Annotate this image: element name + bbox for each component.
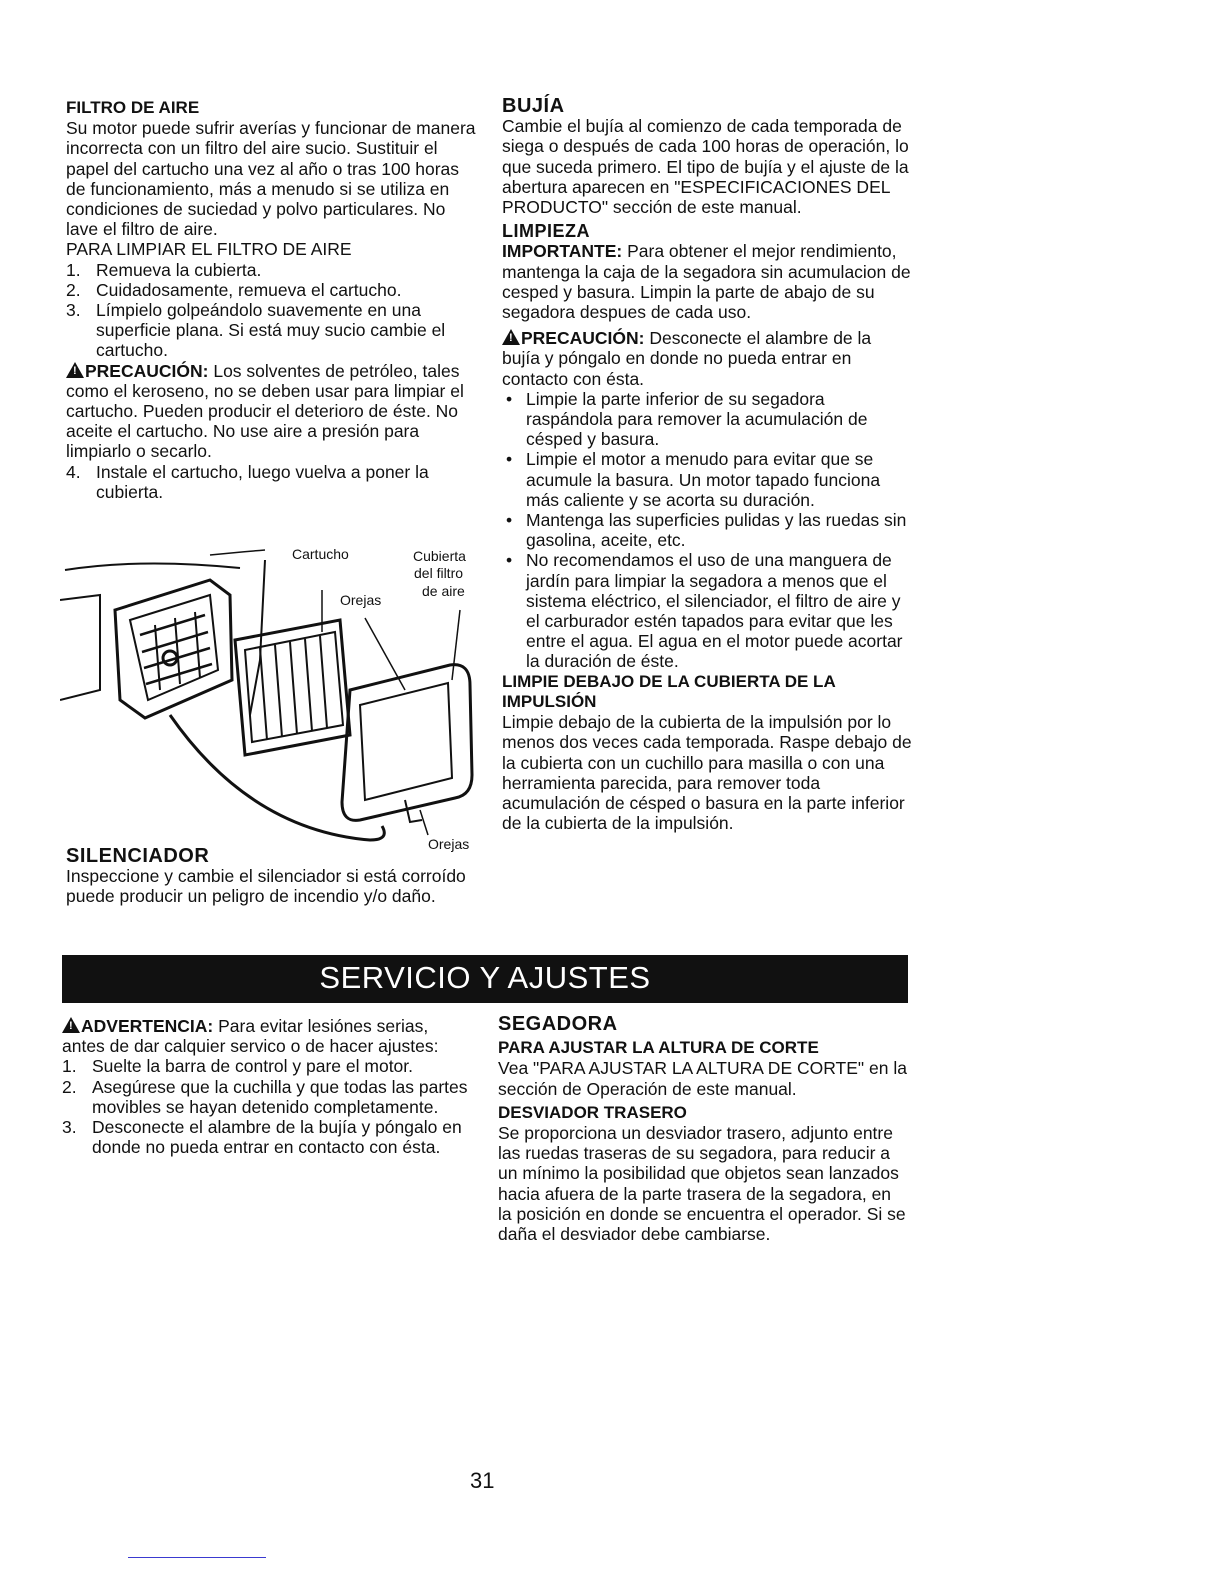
label-cubierta: Cubierta [413,548,466,564]
section-banner [62,955,908,1001]
ajustar-text: Vea "PARA AJUSTAR LA ALTURA DE CORTE" en la sección de Operación de este manual. [498,1058,907,1099]
list-item: • Limpie la parte inferior de su segadora raspándola para remover la acumulación de césped y basura. [502,389,912,450]
list-item: • Limpie el motor a menudo para evitar que se acumule la basura. Un motor tapado funciona más caliente y se acorta su duración. [502,449,912,510]
label-cartucho: Cartucho [292,546,349,562]
desviador-text: Se proporciona un desviador trasero, adjunto entre las ruedas traseras de su segadora, para reducir a un mínimo la posibilidad que objetos sean lanzados hacia afuera de la parte trasera de la segadora, en la posición en donde se encuentra el operador. Si se daña el desviador debe cambiarse. [498,1123,906,1245]
importante-paragraph: IMPORTANTE: Para obtener el mejor rendimiento, mantenga la caja de la segadora sin acumulacion de cesped y basura. Limpin la parte de abajo de su segadora despues de cada uso. [502,241,911,323]
desviador-heading: DESVIADOR TRASERO [498,1102,687,1122]
caution-paragraph: !PRECAUCIÓN: Los solventes de petróleo, tales como el keroseno, no se deben usar para limpiar el cartucho. Pueden producir el deterioro de éste. No aceite el cartucho. No use aire a presión para limpiarlo o secarlo. [66,361,476,462]
list-item: 3. Desconecte el alambre de la bujía y póngalo en donde no pueda entrar en contacto con ésta. [62,1117,462,1158]
silenciador-text: Inspeccione y cambie el silenciador si está corroído puede producir un peligro de incendio y/o daño. [66,866,466,907]
label-orejas-bottom: Orejas [428,836,470,852]
list-item: 1. Suelte la barra de control y pare el motor. [62,1056,414,1077]
limpie-debajo-text: Limpie debajo de la cubierta de la impulsión por lo menos dos veces cada temporada. Raspe debajo de la cubierta con un cuchillo para masilla o con una herramienta parecida, para remover toda acumulación de césped o basura en la parte inferior de la cubierta de la impulsión. [502,712,912,834]
silenciador-section [66,846,476,907]
list-item: 3. Límpielo golpeándolo suavemente en una superficie plana. Si está muy sucio cambie el cartucho. [66,300,446,361]
ajustar-heading: PARA AJUSTAR LA ALTURA DE CORTE [498,1038,819,1058]
limpieza-bullets [502,389,912,672]
list-item: 2. Cuidadosamente, remueva el cartucho. [66,279,402,300]
filtro-heading: FILTRO DE AIRE [66,98,200,117]
caution-paragraph-right: !PRECAUCIÓN: Desconecte el alambre de la bujía y póngalo en donde no pueda entrar en contacto con ésta. [502,328,912,389]
limpie-debajo-heading: LIMPIE DEBAJO DE LA CUBIERTA DE LA IMPULSIÓN [502,671,836,711]
steps-list-b [66,462,476,502]
para-limpiar-heading: PARA LIMPIAR EL FILTRO DE AIRE [66,239,352,260]
bujia-heading: BUJÍA [502,95,565,117]
right-column-top [502,96,912,833]
air-filter-drawing [60,540,480,870]
label-del-filtro: del filtro [414,565,464,581]
list-item: 4. Instale el cartucho, luego vuelva a poner la cubierta. [66,461,429,502]
list-item: • No recomendamos el uso de una manguera de jardín para limpiar la segadora a menos que el sistema eléctrico, el silenciador, el filtro de aire y el carburador estén tapados para evitar que les entre el agua. El agua en el motor puede acortar la duración de éste. [502,550,912,671]
bujia-text: Cambie el bujía al comienzo de cada temporada de siega o después de cada 100 horas de operación, lo que suceda primero. El tipo de bujía y el ajuste de la abertura aparecen en "ESPECIFICACIONES DEL PRODUCTO" sección de este manual. [502,116,909,218]
air-filter-illustration [60,540,480,870]
list-item: • Mantenga las superficies pulidas y las ruedas sin gasolina, aceite, etc. [502,510,912,550]
warning-paragraph: !ADVERTENCIA: Para evitar lesiónes serias, antes de dar calquier servico o de hacer ajustes: [62,1016,472,1056]
service-steps-list [62,1056,472,1157]
limpieza-heading: LIMPIEZA [502,221,590,242]
silenciador-heading: SILENCIADOR [66,845,210,867]
warning-triangle-icon [66,362,84,378]
steps-list-a [66,260,476,361]
page-number: 31 [470,1468,495,1493]
banner-title: SERVICIO Y AJUSTES [319,960,651,995]
footer-rule [128,1557,266,1558]
filtro-text: Su motor puede sufrir averías y funcionar de manera incorrecta con un filtro del aire sucio. Sustituir el papel del cartucho una vez al año o tras 100 horas de funcionamiento, más a menudo si se utiliza en condiciones de suciedad y polvo particulares. No lave el filtro de aire. [66,118,476,240]
left-column-bottom [62,1016,472,1157]
label-orejas-top: Orejas [340,592,382,608]
list-item: 2. Asegúrese que la cuchilla y que todas las partes movibles se hayan detenido completamente. [62,1076,468,1117]
list-item: 1. Remueva la cubierta. [66,259,262,280]
right-column-bottom [498,1014,908,1244]
left-column-top [66,98,476,502]
segadora-heading: SEGADORA [498,1013,618,1035]
banner-rule [62,1001,908,1003]
label-de-aire: de aire [422,583,465,599]
warning-triangle-icon [502,329,520,345]
warning-triangle-icon [62,1017,80,1033]
